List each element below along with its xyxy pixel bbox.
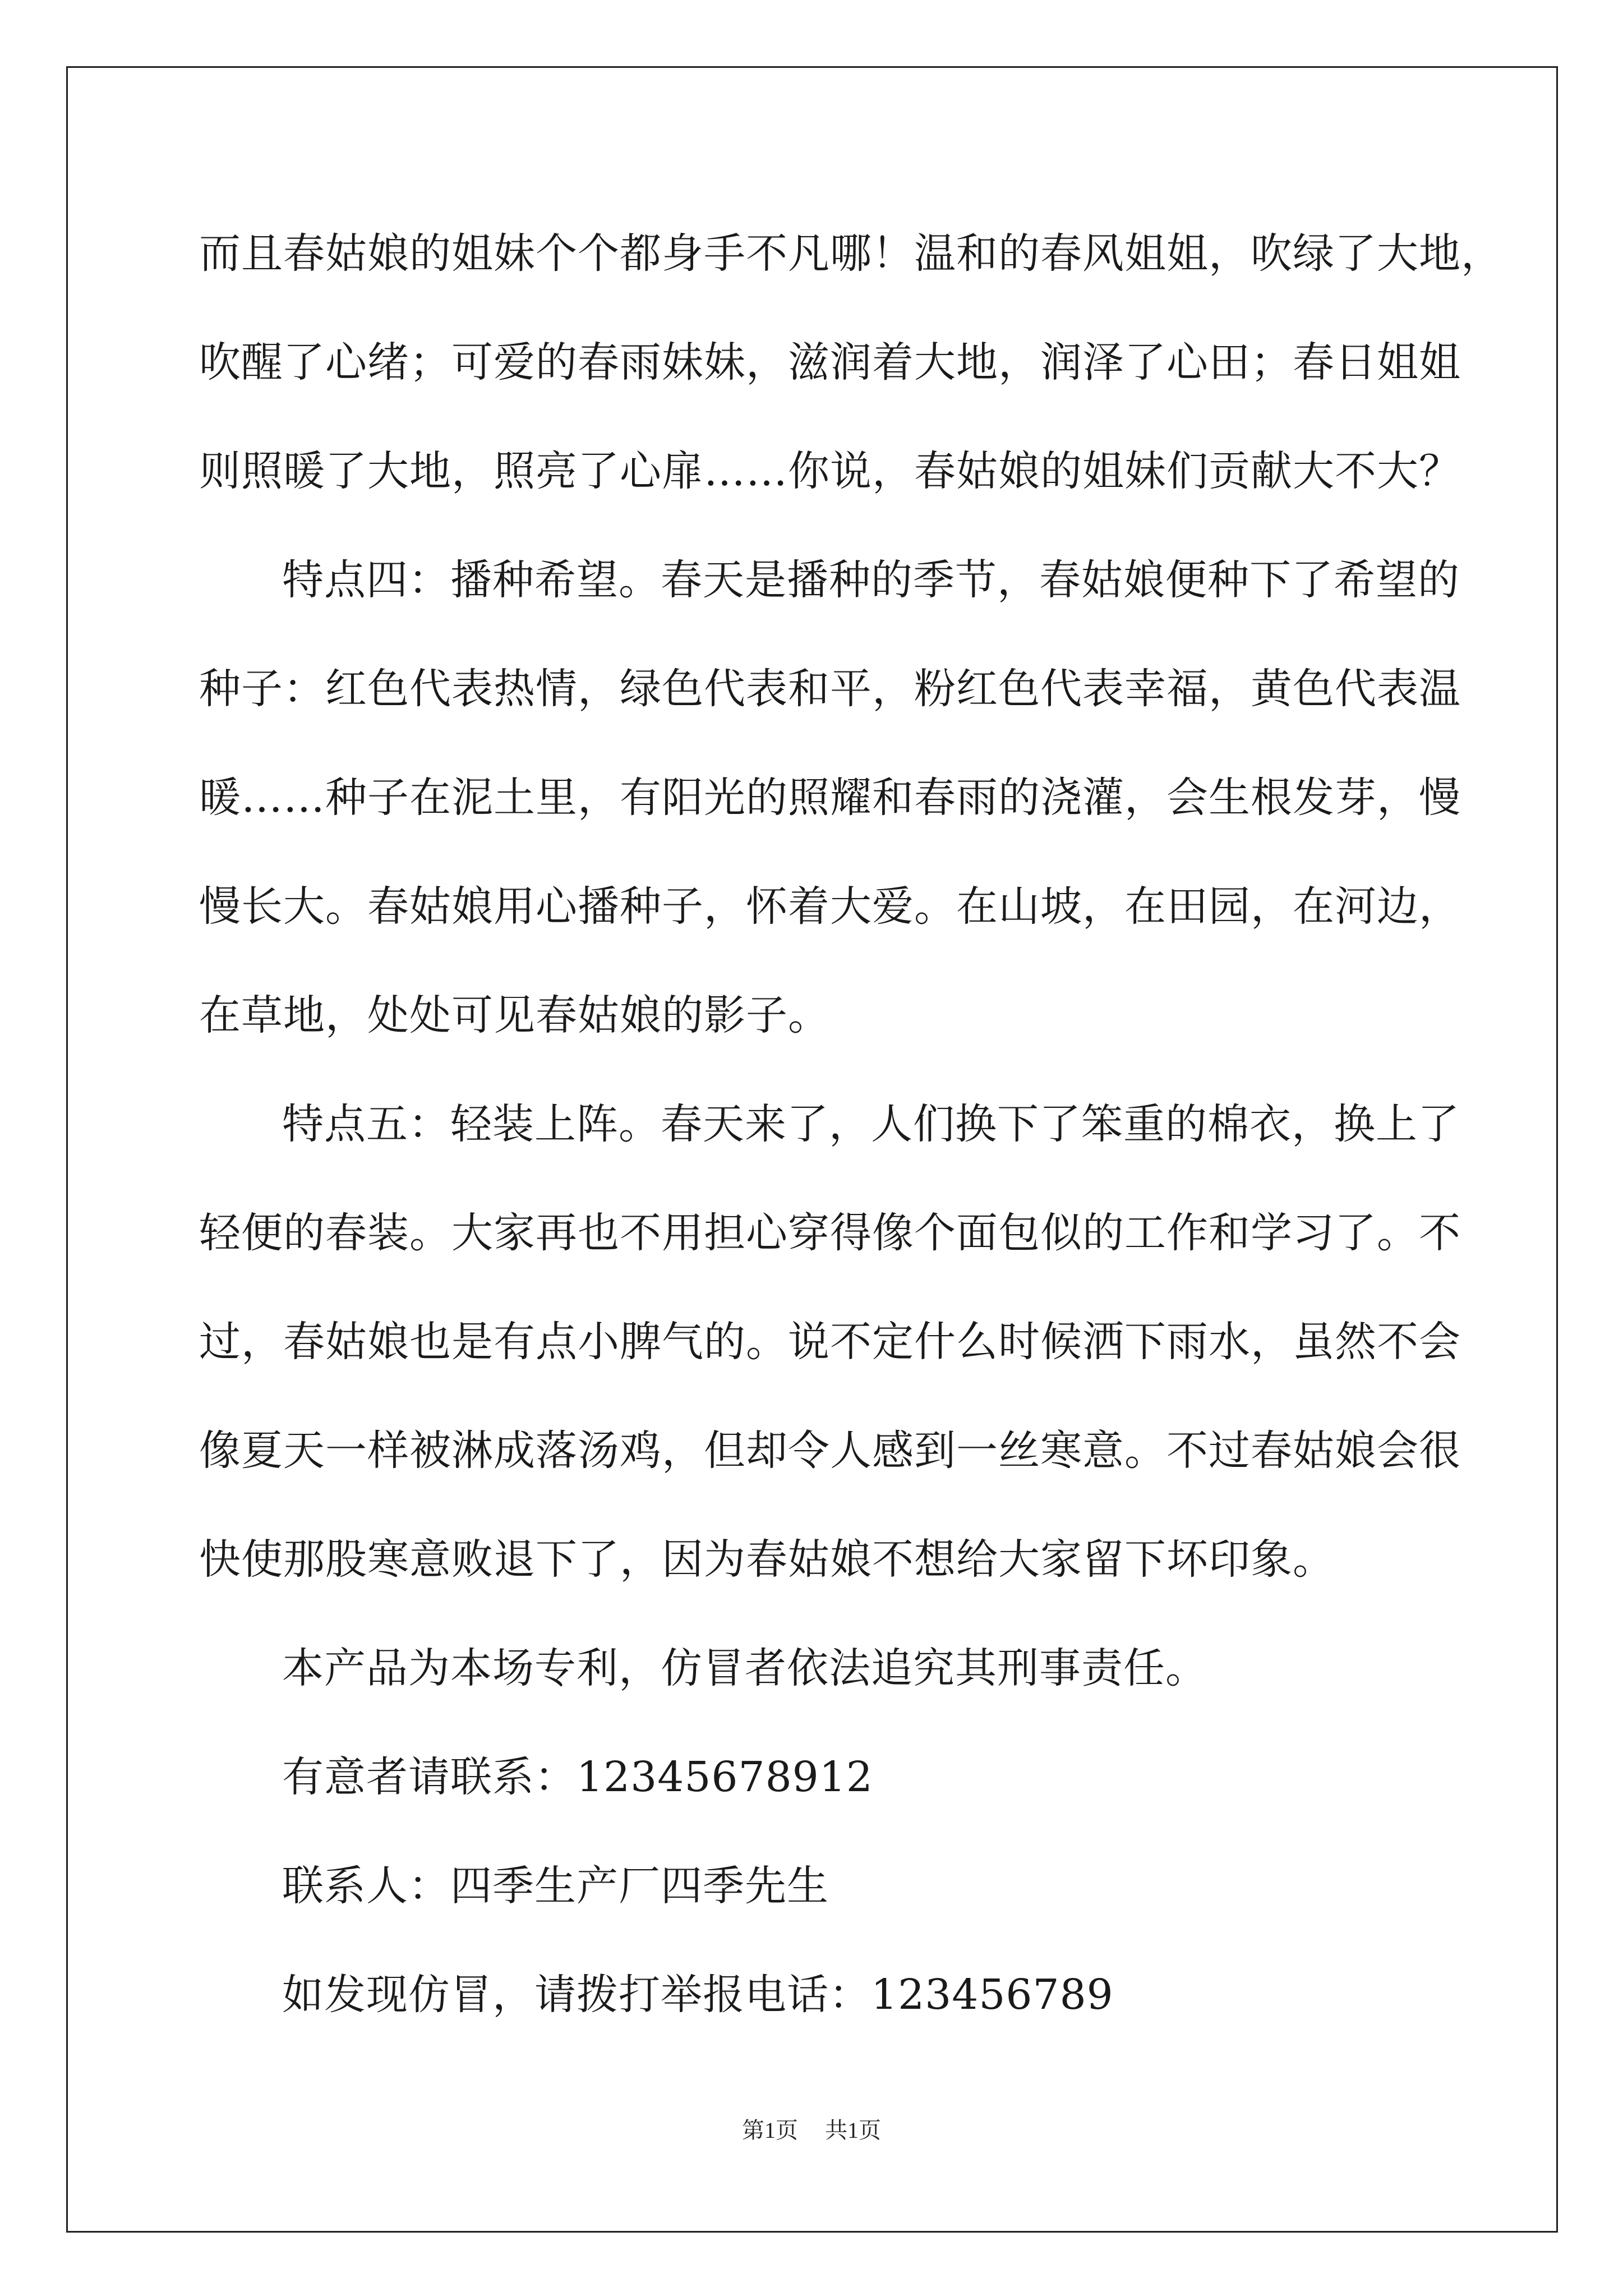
text-line: 在草地，处处可见春姑娘的影子。: [199, 991, 830, 1039]
page-total: 共1页: [825, 2118, 881, 2143]
text-line: 慢长大。春姑娘用心播种子，怀着大爱。在山坡，在田园，在河边，: [199, 882, 1461, 931]
text-line: 暖……种子在泥土里，有阳光的照耀和春雨的浇灌，会生根发芽，慢: [199, 774, 1461, 822]
document-body: [199, 199, 1503, 2049]
text-line: 则照暖了大地，照亮了心扉……你说，春姑娘的姐妹们贡献大不大？: [199, 447, 1461, 495]
report-phone: 如发现仿冒，请拨打举报电话：123456789: [282, 1971, 1114, 2019]
text-line: 像夏天一样被淋成落汤鸡，但却令人感到一丝寒意。不过春姑娘会很: [199, 1427, 1461, 1475]
text-line: 吹醒了心绪；可爱的春雨妹妹，滋润着大地，润泽了心田；春日姐姐: [199, 338, 1461, 386]
paragraph-start-line: 特点四：播种希望。春天是播种的季节，春姑娘便种下了希望的: [282, 556, 1460, 604]
contact-phone: 有意者请联系：12345678912: [282, 1753, 873, 1801]
text-line: 轻便的春装。大家再也不用担心穿得像个面包似的工作和学习了。不: [199, 1209, 1461, 1257]
text-line: 快使那股寒意败退下了，因为春姑娘不想给大家留下坏印象。: [199, 1535, 1335, 1584]
page-number: 第1页: [742, 2118, 798, 2143]
text-line: 而且春姑娘的姐妹个个都身手不凡哪！温和的春风姐姐，吹绿了大地，: [199, 229, 1503, 278]
page-footer: [0, 2114, 1623, 2147]
text-line: 种子：红色代表热情，绿色代表和平，粉红色代表幸福，黄色代表温: [199, 665, 1461, 713]
patent-notice: 本产品为本场专利，仿冒者依法追究其刑事责任。: [282, 1644, 1207, 1692]
paragraph-start-line: 特点五：轻装上阵。春天来了，人们换下了笨重的棉衣，换上了: [282, 1100, 1460, 1148]
contact-person: 联系人：四季生产厂四季先生: [282, 1862, 829, 1910]
text-line: 过，春姑娘也是有点小脾气的。说不定什么时候洒下雨水，虽然不会: [199, 1318, 1461, 1366]
